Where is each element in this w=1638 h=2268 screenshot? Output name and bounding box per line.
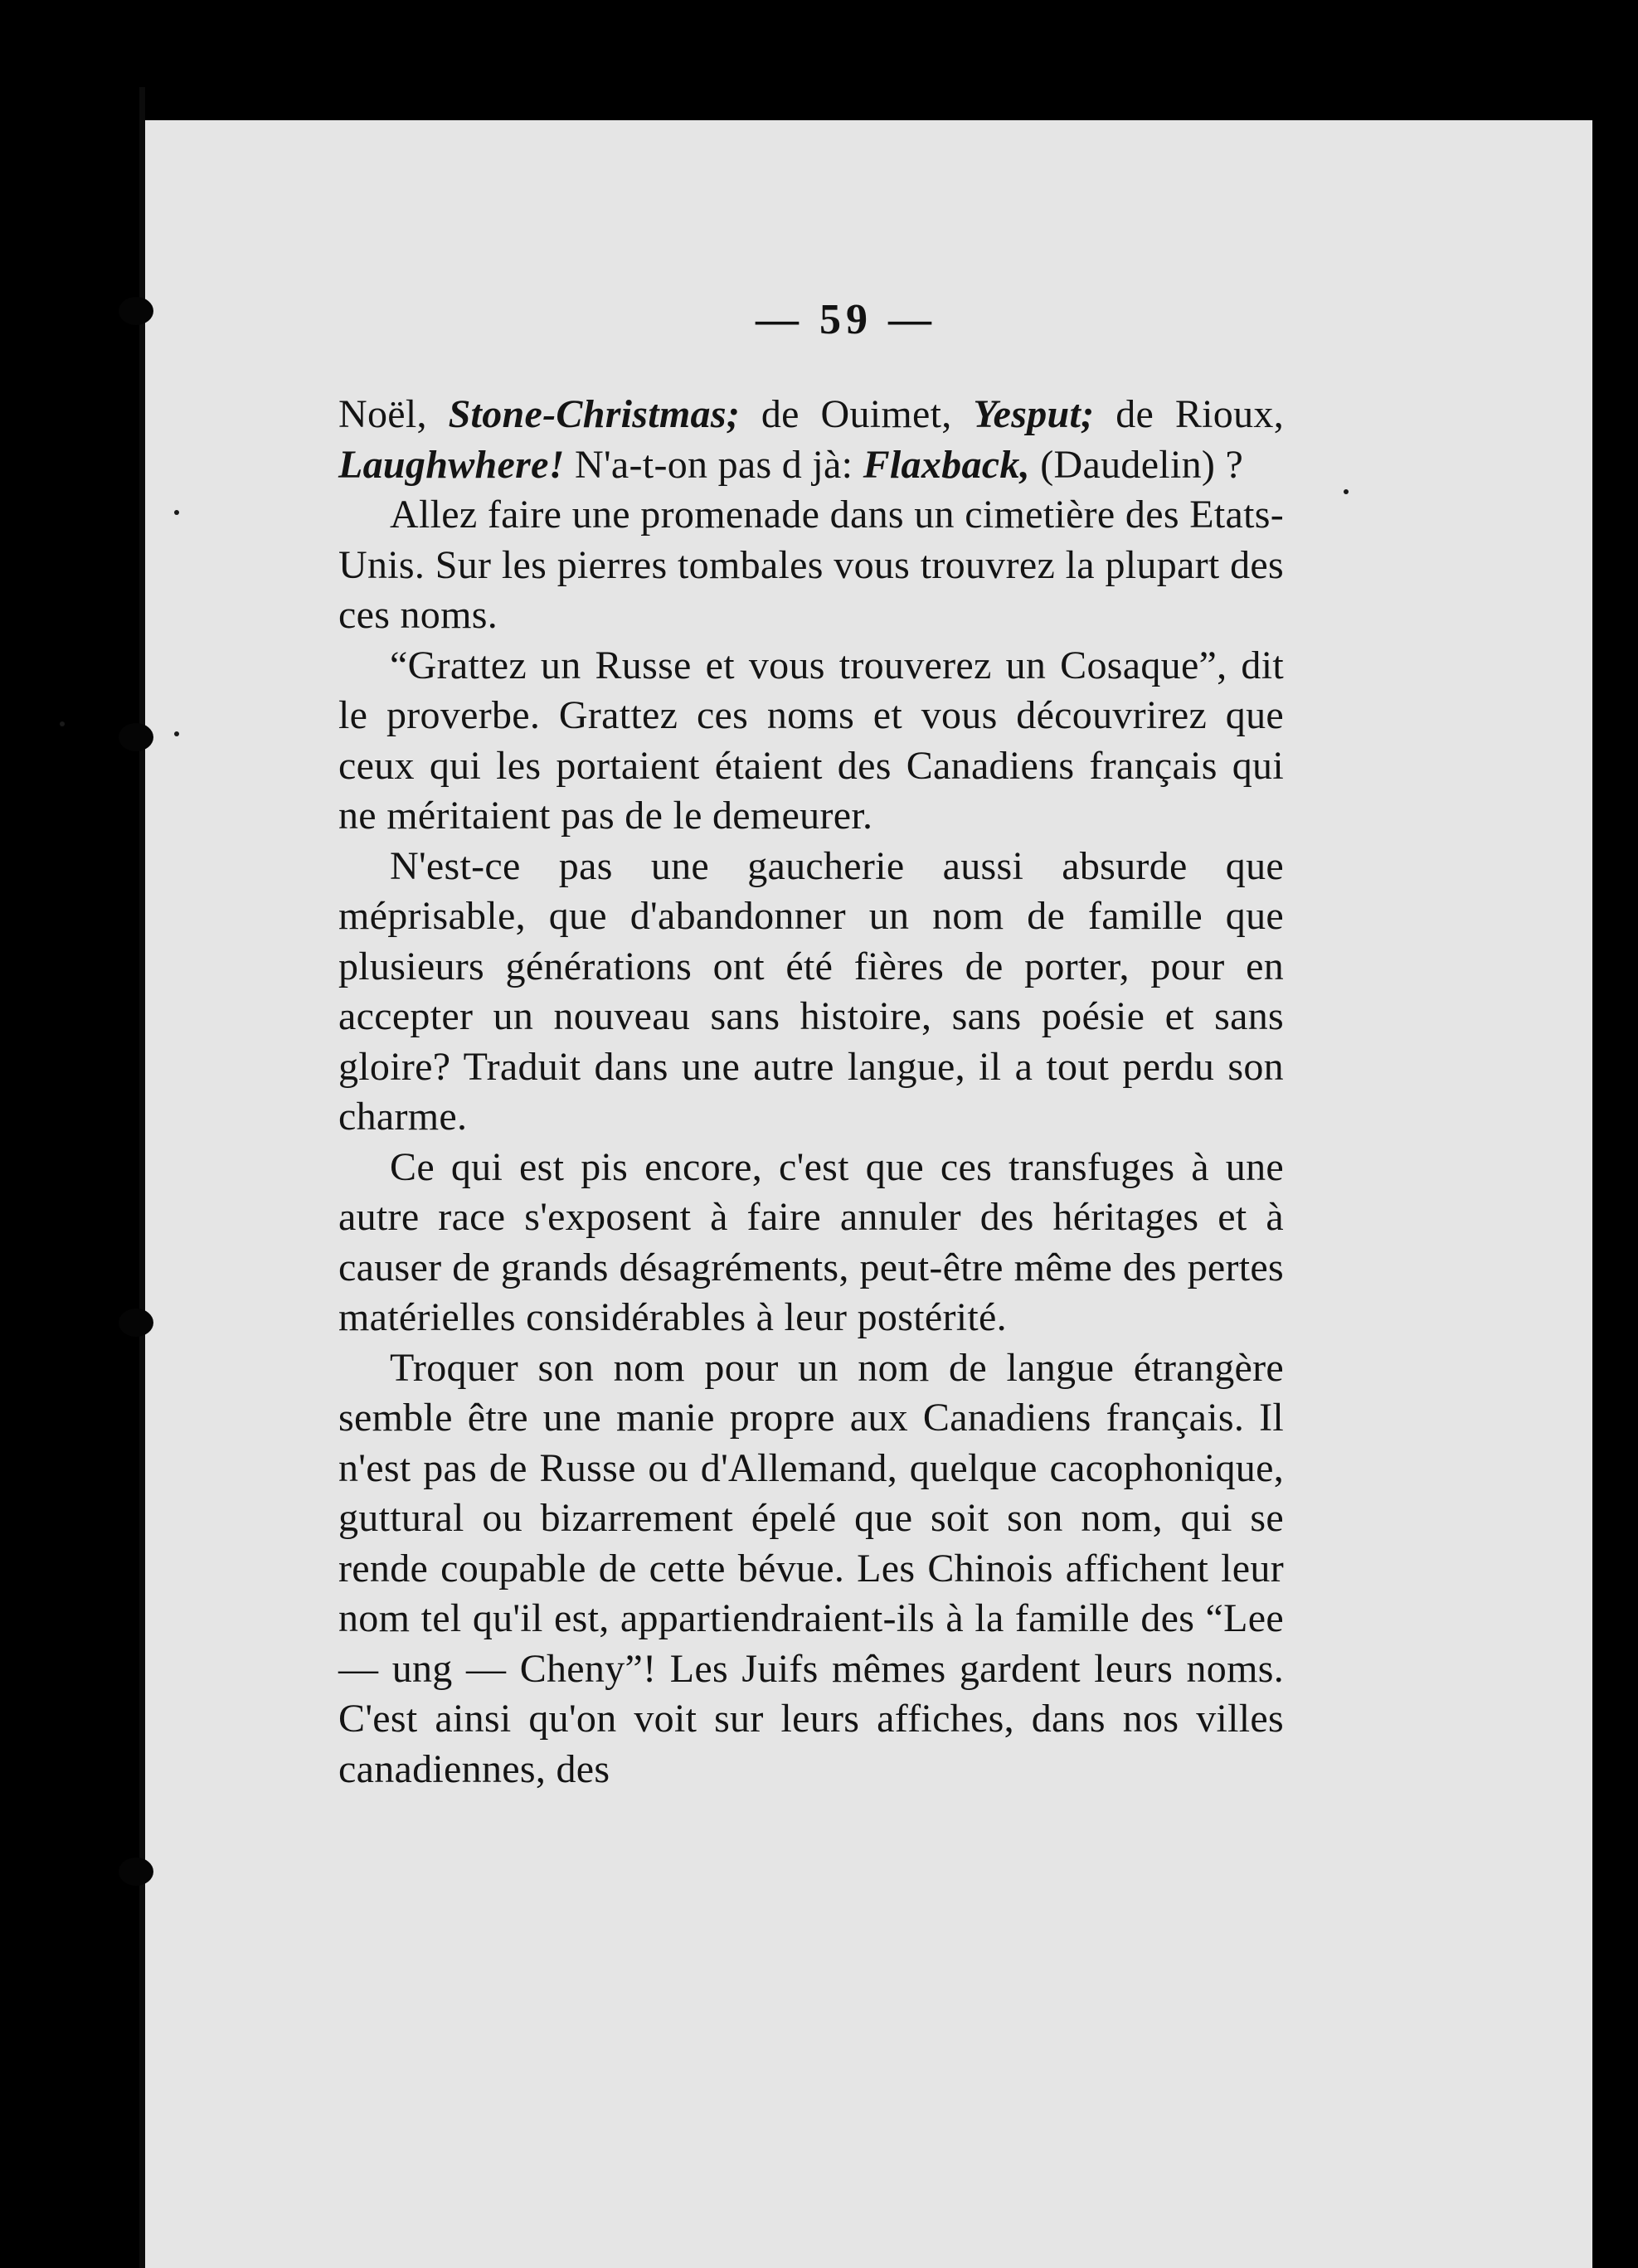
text-run: N'a-t-on pas d jà: xyxy=(564,442,863,487)
paragraph xyxy=(338,842,1284,1143)
italic-run: Stone-Christmas; xyxy=(448,392,741,436)
paragraph xyxy=(338,390,1284,490)
binding-mark xyxy=(119,297,153,325)
paragraph xyxy=(338,641,1284,842)
paragraph xyxy=(338,1343,1284,1795)
speck xyxy=(174,731,179,736)
book-spine-line xyxy=(139,87,145,2268)
text-run: Noël, xyxy=(338,392,449,436)
italic-run: Laughwhere! xyxy=(338,442,565,487)
speck xyxy=(174,510,179,515)
page-number: — 59 — xyxy=(756,296,936,343)
text-run: Allez faire une promenade dans un cimetière des Etats-Unis. Sur les pierres tombales vous trouvrez la plupart des ces noms. xyxy=(338,493,1284,637)
text-run: (Daudelin) ? xyxy=(1029,442,1244,487)
text-run: Troquer son nom pour un nom de langue étrangère semble être une manie propre aux Canadiens français. Il n'est pas de Russe ou d'Allemand, quelque cacophonique, guttural ou bizarrement épelé que soit son nom, qui se rende coupable de cette bévue. Les Chinois affichent leur nom tel qu'il est, appartiendraient-ils à la famille des “Lee — ung — Cheny”! Les Juifs mêmes gardent leurs noms. C'est ainsi qu'on voit sur leurs affiches, dans nos villes canadiennes, des xyxy=(338,1345,1284,1791)
paragraph xyxy=(338,490,1284,641)
body-text xyxy=(338,390,1284,1794)
text-run: Ce qui est pis encore, c'est que ces transfuges à une autre race s'exposent à faire annuler des héritages et à causer de grands désagréments, peut-être même des pertes matérielles considérables à leur postérité. xyxy=(338,1144,1284,1339)
italic-run: Flaxback, xyxy=(863,442,1030,487)
text-run: de Rioux, xyxy=(1094,392,1284,436)
speck xyxy=(1344,489,1349,494)
text-run: “Grattez un Russe et vous trouverez un Cosaque”, dit le proverbe. Grattez ces noms et vous découvrirez que ceux qui les portaient étaient des Canadiens français qui ne méritaient pas de le demeurer. xyxy=(338,643,1284,838)
binding-mark xyxy=(119,1309,153,1337)
paragraph xyxy=(338,1143,1284,1343)
italic-run: Yesput; xyxy=(973,392,1095,436)
binding-mark xyxy=(119,723,153,751)
text-run: de Ouimet, xyxy=(740,392,974,436)
text-run: N'est-ce pas une gaucherie aussi absurde que méprisable, que d'abandonner un nom de famille que plusieurs générations ont été fières de porter, pour en accepter un nouveau sans histoire, sans poésie et sans gloire? Traduit dans une autre langue, il a tout perdu son charme. xyxy=(338,843,1284,1139)
binding-mark xyxy=(119,1858,153,1886)
speck xyxy=(60,721,65,726)
